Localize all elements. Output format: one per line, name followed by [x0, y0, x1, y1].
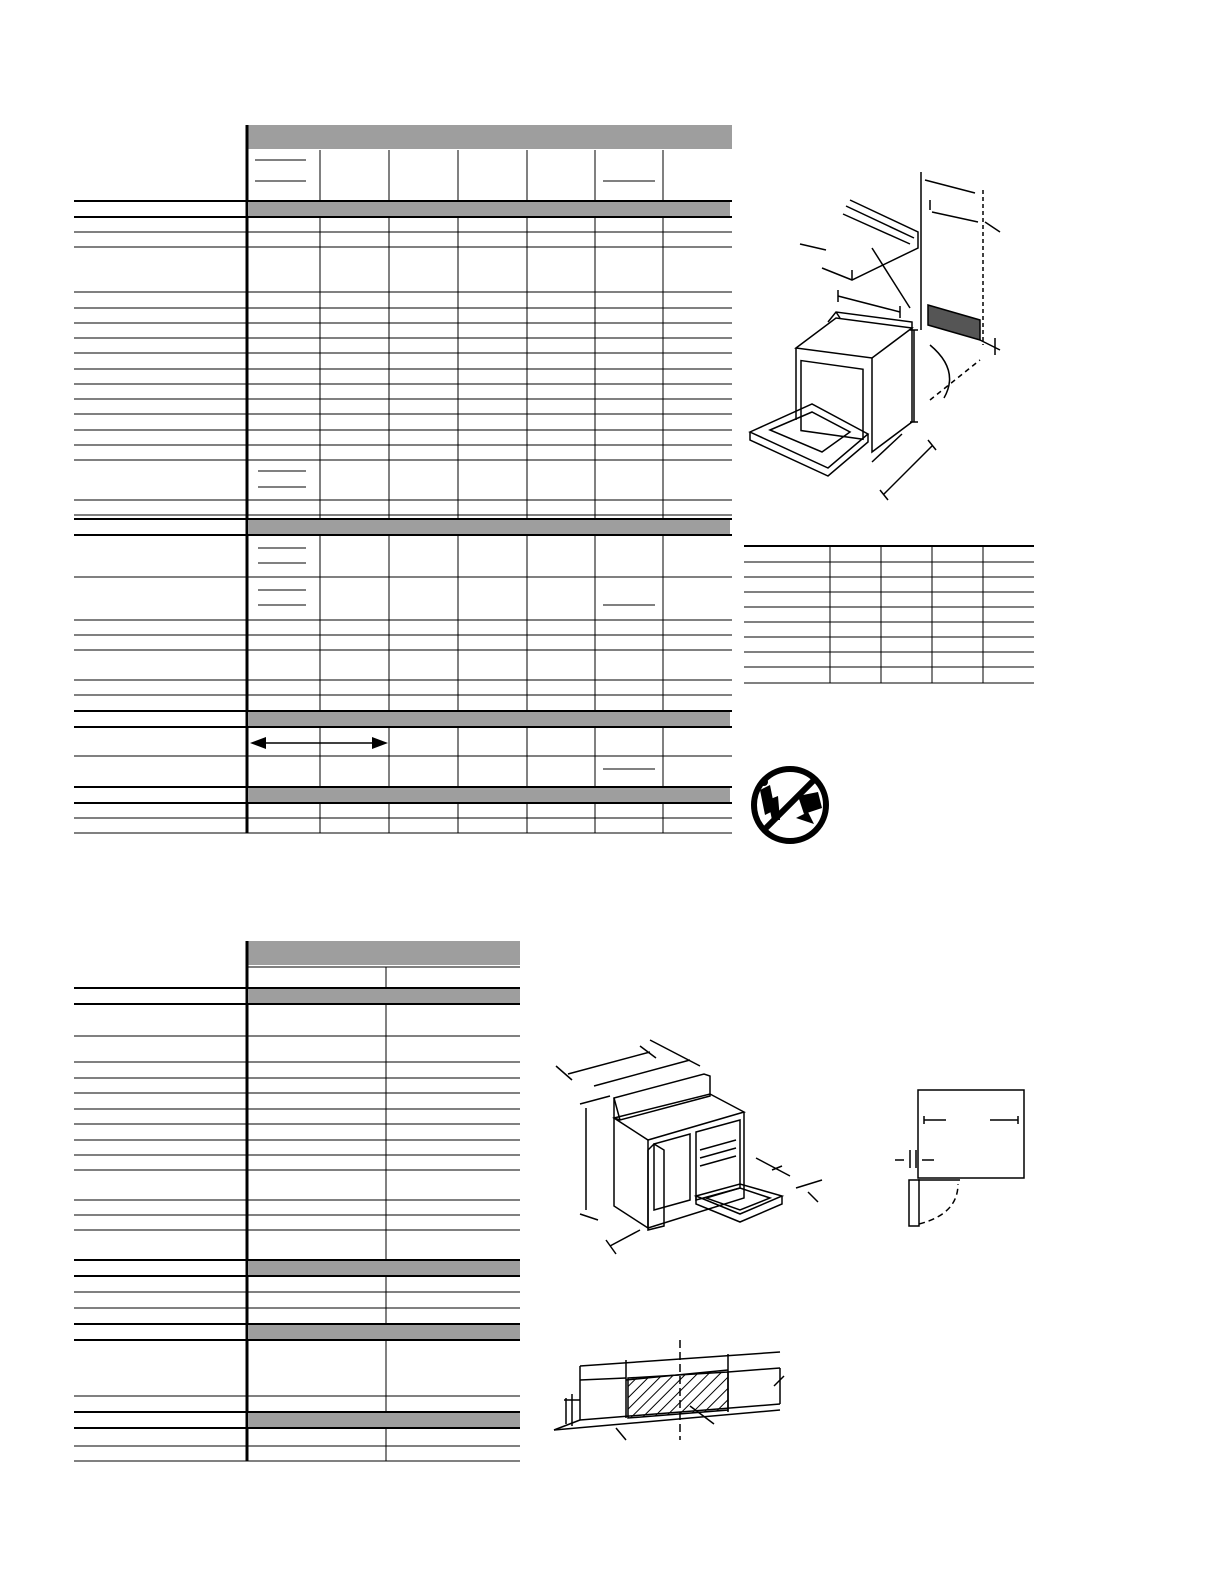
double-oven-range-diagram	[556, 1040, 822, 1254]
bottom-table-header-band	[248, 941, 520, 965]
cabinet-cutout-diagram	[554, 1340, 784, 1440]
section-band-2	[248, 1260, 520, 1276]
no-tip-over-icon	[754, 769, 826, 841]
footer-link[interactable]	[128, 1546, 268, 1560]
top-table-header-band	[248, 125, 732, 149]
spec-table-top	[74, 125, 732, 833]
right-arrow-icon	[372, 737, 388, 749]
spec-table-bottom	[74, 941, 520, 1461]
section-band-3	[248, 1324, 520, 1340]
range-clearance-diagram	[750, 172, 1000, 500]
clearance-table	[744, 546, 1034, 683]
section-band-2	[248, 519, 730, 535]
section-band-1	[248, 201, 730, 217]
section-band-3	[248, 711, 730, 727]
section-band-4	[248, 1412, 520, 1428]
plan-view-diagram	[895, 1090, 1024, 1226]
section-band-1	[248, 988, 520, 1004]
section-band-4	[248, 787, 730, 803]
left-arrow-icon	[250, 737, 266, 749]
